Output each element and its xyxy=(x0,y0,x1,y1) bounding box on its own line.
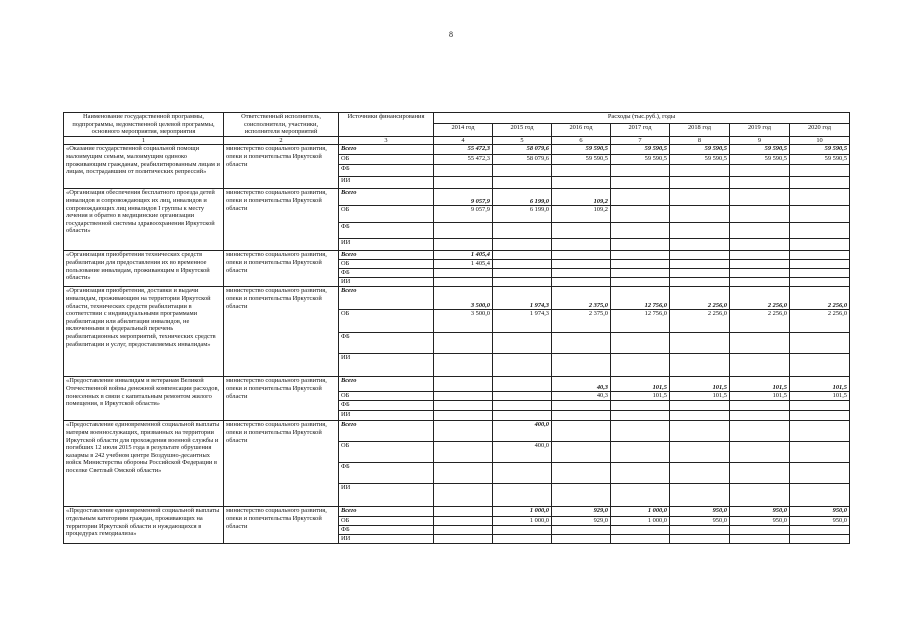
amount-cell: 58 079,6 xyxy=(493,155,552,165)
amount-cell: 2 256,0 xyxy=(730,287,790,310)
amount-cell xyxy=(670,260,730,269)
amount-cell xyxy=(611,411,670,421)
header-year: 2014 год xyxy=(434,123,493,136)
amount-cell xyxy=(552,484,611,507)
amount-cell: 2 256,0 xyxy=(730,310,790,333)
amount-cell: 1 000,0 xyxy=(493,517,552,526)
amount-cell xyxy=(434,484,493,507)
amount-cell xyxy=(730,278,790,287)
measure-name: «Предоставление единовременной социальной выплаты матерям военнослужащих, призванных на территории Иркутской области для прохождения военной службы и погибших 12 июля 2015 года в результате обрушения казармы в 242 учебном центре Воздушно-десантных войск Министерства обороны Российской Федерации в поселке Светлый Омской области» xyxy=(64,421,224,507)
amount-cell xyxy=(434,463,493,484)
amount-cell xyxy=(730,421,790,442)
funding-source: ОБ xyxy=(339,155,434,165)
amount-cell xyxy=(670,535,730,544)
amount-cell xyxy=(611,421,670,442)
funding-source: ФБ xyxy=(339,526,434,535)
amount-cell: 2 375,0 xyxy=(552,287,611,310)
funding-source: ИИ xyxy=(339,278,434,287)
amount-cell xyxy=(670,165,730,177)
measure-name: «Оказание государственной социальной помощи малоимущим семьям, малоимущим одиноко проживающим гражданам, реабилитированным лицам и лицам, пострадавшим от политических репрессий» xyxy=(64,145,224,189)
funding-source: ИИ xyxy=(339,354,434,377)
amount-cell xyxy=(670,442,730,463)
amount-cell xyxy=(670,251,730,260)
amount-cell: 101,5 xyxy=(611,377,670,392)
header-year: 2015 год xyxy=(493,123,552,136)
amount-cell: 3 500,0 xyxy=(434,310,493,333)
amount-cell: 2 256,0 xyxy=(670,287,730,310)
amount-cell xyxy=(730,177,790,189)
amount-cell xyxy=(730,535,790,544)
measure-name: «Предоставление единовременной социальной выплаты отдельным категориям граждан, проживающих на территории Иркутской области и нуждающихся в процедурах гемодиализа» xyxy=(64,507,224,544)
amount-cell xyxy=(611,260,670,269)
amount-cell xyxy=(730,260,790,269)
amount-cell xyxy=(493,269,552,278)
amount-cell: 59 590,5 xyxy=(611,145,670,155)
amount-cell: 950,0 xyxy=(670,507,730,517)
funding-source: ИИ xyxy=(339,411,434,421)
amount-cell xyxy=(730,484,790,507)
amount-cell xyxy=(670,463,730,484)
measure-name: «Организация приобретения, доставки и выдачи инвалидам, проживающим на территории Иркутской области, технических средств реабилитации в соответствии с индивидуальными программами реабилитации или абилитации инвалидов, не включенными в федеральный перечень реабилитационных мероприятий, технических средств реабилитации и услуг, предоставляемых инвалидам» xyxy=(64,287,224,377)
amount-cell: 9 057,9 xyxy=(434,206,493,223)
amount-cell: 1 000,0 xyxy=(611,517,670,526)
amount-cell xyxy=(790,442,850,463)
amount-cell xyxy=(790,526,850,535)
amount-cell: 101,5 xyxy=(670,392,730,401)
header-year: 2018 год xyxy=(670,123,730,136)
amount-cell xyxy=(730,442,790,463)
measure-row xyxy=(64,287,850,310)
amount-cell xyxy=(493,223,552,239)
amount-cell xyxy=(730,526,790,535)
amount-cell xyxy=(434,517,493,526)
measure-row xyxy=(64,421,850,442)
amount-cell: 950,0 xyxy=(790,517,850,526)
amount-cell xyxy=(730,463,790,484)
header-name: Наименование государственной программы, подпрограммы, ведомственной целевой программы, основного мероприятия, мероприятия xyxy=(64,113,224,137)
measure-row xyxy=(64,377,850,392)
funding-source: ОБ xyxy=(339,206,434,223)
amount-cell xyxy=(552,463,611,484)
amount-cell: 2 256,0 xyxy=(670,310,730,333)
amount-cell xyxy=(790,421,850,442)
amount-cell xyxy=(493,535,552,544)
amount-cell xyxy=(611,165,670,177)
amount-cell xyxy=(434,278,493,287)
amount-cell xyxy=(434,421,493,442)
amount-cell: 101,5 xyxy=(611,392,670,401)
funding-source: ИИ xyxy=(339,484,434,507)
funding-source: Всего xyxy=(339,189,434,206)
amount-cell xyxy=(611,206,670,223)
amount-cell xyxy=(493,411,552,421)
amount-cell xyxy=(730,251,790,260)
amount-cell: 40,3 xyxy=(552,392,611,401)
amount-cell xyxy=(611,278,670,287)
amount-cell: 1 974,3 xyxy=(493,287,552,310)
amount-cell xyxy=(552,223,611,239)
measure-name: «Предоставление инвалидам и ветеранам Великой Отечественной войны денежной компенсации расходов, понесенных в связи с капитальным ремонтом жилого помещения, в Иркутской области» xyxy=(64,377,224,421)
column-number: 7 xyxy=(611,136,670,145)
amount-cell xyxy=(434,442,493,463)
amount-cell xyxy=(552,239,611,251)
measure-row xyxy=(64,145,850,155)
funding-source: Всего xyxy=(339,287,434,310)
amount-cell xyxy=(790,401,850,411)
amount-cell xyxy=(611,189,670,206)
amount-cell xyxy=(730,333,790,354)
measure-executor: министерство социального развития, опеки и попечительства Иркутской области xyxy=(224,251,339,287)
budget-table xyxy=(63,112,850,544)
amount-cell xyxy=(730,206,790,223)
amount-cell xyxy=(611,269,670,278)
column-number: 4 xyxy=(434,136,493,145)
amount-cell xyxy=(790,354,850,377)
amount-cell xyxy=(790,223,850,239)
amount-cell xyxy=(730,239,790,251)
amount-cell xyxy=(790,260,850,269)
amount-cell xyxy=(434,507,493,517)
measure-row xyxy=(64,251,850,260)
amount-cell: 2 375,0 xyxy=(552,310,611,333)
amount-cell xyxy=(670,206,730,223)
amount-cell xyxy=(670,484,730,507)
column-number: 6 xyxy=(552,136,611,145)
amount-cell: 59 590,5 xyxy=(552,155,611,165)
amount-cell: 400,0 xyxy=(493,442,552,463)
amount-cell xyxy=(552,411,611,421)
amount-cell xyxy=(670,421,730,442)
amount-cell xyxy=(493,333,552,354)
header-year: 2019 год xyxy=(730,123,790,136)
amount-cell xyxy=(552,333,611,354)
amount-cell xyxy=(552,278,611,287)
amount-cell xyxy=(552,269,611,278)
funding-source: ФБ xyxy=(339,333,434,354)
funding-source: ФБ xyxy=(339,223,434,239)
amount-cell: 59 590,5 xyxy=(730,155,790,165)
amount-cell: 3 500,0 xyxy=(434,287,493,310)
amount-cell xyxy=(552,165,611,177)
amount-cell xyxy=(493,401,552,411)
funding-source: ИИ xyxy=(339,177,434,189)
header-year: 2016 год xyxy=(552,123,611,136)
amount-cell xyxy=(434,401,493,411)
amount-cell xyxy=(493,278,552,287)
amount-cell xyxy=(790,189,850,206)
funding-source: Всего xyxy=(339,251,434,260)
funding-source: Всего xyxy=(339,421,434,442)
amount-cell: 1 000,0 xyxy=(611,507,670,517)
header-sources: Источники финансирования xyxy=(339,113,434,137)
funding-source: Всего xyxy=(339,145,434,155)
amount-cell: 59 590,5 xyxy=(790,145,850,155)
amount-cell: 12 756,0 xyxy=(611,310,670,333)
measure-executor: министерство социального развития, опеки и попечительства Иркутской области xyxy=(224,377,339,421)
amount-cell xyxy=(790,535,850,544)
amount-cell xyxy=(493,354,552,377)
amount-cell xyxy=(730,401,790,411)
column-number: 1 xyxy=(64,136,224,145)
funding-source: ОБ xyxy=(339,310,434,333)
amount-cell xyxy=(670,401,730,411)
measure-executor: министерство социального развития, опеки и попечительства Иркутской области xyxy=(224,421,339,507)
header-expenses: Расходы (тыс.руб.), годы xyxy=(434,113,850,124)
funding-source: ОБ xyxy=(339,517,434,526)
page-number: 8 xyxy=(449,30,453,39)
amount-cell: 101,5 xyxy=(670,377,730,392)
amount-cell xyxy=(552,260,611,269)
measure-executor: министерство социального развития, опеки и попечительства Иркутской области xyxy=(224,507,339,544)
amount-cell xyxy=(434,377,493,392)
funding-source: ИИ xyxy=(339,239,434,251)
amount-cell xyxy=(730,411,790,421)
funding-source: ИИ xyxy=(339,535,434,544)
amount-cell: 929,0 xyxy=(552,507,611,517)
amount-cell: 2 256,0 xyxy=(790,287,850,310)
amount-cell xyxy=(670,239,730,251)
funding-source: Всего xyxy=(339,507,434,517)
amount-cell: 2 256,0 xyxy=(790,310,850,333)
amount-cell: 6 199,0 xyxy=(493,189,552,206)
amount-cell xyxy=(790,251,850,260)
amount-cell: 59 590,5 xyxy=(670,155,730,165)
amount-cell xyxy=(552,401,611,411)
amount-cell: 950,0 xyxy=(730,517,790,526)
amount-cell xyxy=(611,177,670,189)
measure-row xyxy=(64,189,850,206)
header-year: 2020 год xyxy=(790,123,850,136)
amount-cell xyxy=(730,269,790,278)
amount-cell: 101,5 xyxy=(790,377,850,392)
amount-cell: 1 405,4 xyxy=(434,251,493,260)
funding-source: ФБ xyxy=(339,269,434,278)
amount-cell xyxy=(611,442,670,463)
amount-cell xyxy=(434,392,493,401)
amount-cell xyxy=(611,333,670,354)
header-year: 2017 год xyxy=(611,123,670,136)
amount-cell: 1 000,0 xyxy=(493,507,552,517)
measure-name: «Организация обеспечения бесплатного проезда детей инвалидов и сопровождающих их лиц, инвалидов и сопровождающих лиц инвалидов I группы к месту лечения и обратно в медицинские организации государственной системы здравоохранения Иркутской области» xyxy=(64,189,224,251)
amount-cell xyxy=(611,223,670,239)
amount-cell xyxy=(730,165,790,177)
amount-cell: 1 405,4 xyxy=(434,260,493,269)
amount-cell: 101,5 xyxy=(790,392,850,401)
amount-cell: 12 756,0 xyxy=(611,287,670,310)
amount-cell xyxy=(790,411,850,421)
amount-cell xyxy=(493,463,552,484)
amount-cell xyxy=(434,165,493,177)
amount-cell xyxy=(552,421,611,442)
amount-cell xyxy=(790,269,850,278)
amount-cell xyxy=(493,251,552,260)
amount-cell xyxy=(434,223,493,239)
amount-cell xyxy=(730,223,790,239)
amount-cell: 101,5 xyxy=(730,392,790,401)
column-number: 10 xyxy=(790,136,850,145)
funding-source: Всего xyxy=(339,377,434,392)
amount-cell xyxy=(790,333,850,354)
amount-cell xyxy=(611,251,670,260)
amount-cell: 109,2 xyxy=(552,206,611,223)
column-number: 8 xyxy=(670,136,730,145)
amount-cell xyxy=(790,484,850,507)
column-number: 5 xyxy=(493,136,552,145)
amount-cell xyxy=(552,526,611,535)
amount-cell xyxy=(670,223,730,239)
amount-cell xyxy=(670,333,730,354)
amount-cell xyxy=(790,165,850,177)
amount-cell xyxy=(611,484,670,507)
amount-cell xyxy=(611,239,670,251)
amount-cell xyxy=(611,526,670,535)
column-number: 2 xyxy=(224,136,339,145)
amount-cell xyxy=(493,177,552,189)
amount-cell: 59 590,5 xyxy=(552,145,611,155)
header-executor: Ответственный исполнитель, соисполнители, участники, исполнители мероприятий xyxy=(224,113,339,137)
amount-cell: 400,0 xyxy=(493,421,552,442)
measure-executor: министерство социального развития, опеки и попечительства Иркутской области xyxy=(224,189,339,251)
amount-cell: 101,5 xyxy=(730,377,790,392)
amount-cell: 9 057,9 xyxy=(434,189,493,206)
amount-cell xyxy=(434,535,493,544)
measure-executor: министерство социального развития, опеки и попечительства Иркутской области xyxy=(224,287,339,377)
funding-source: ФБ xyxy=(339,463,434,484)
amount-cell xyxy=(670,526,730,535)
amount-cell: 1 974,3 xyxy=(493,310,552,333)
amount-cell xyxy=(790,463,850,484)
amount-cell xyxy=(552,535,611,544)
funding-source: ОБ xyxy=(339,392,434,401)
amount-cell xyxy=(670,354,730,377)
amount-cell xyxy=(434,411,493,421)
funding-source: ОБ xyxy=(339,442,434,463)
amount-cell xyxy=(493,484,552,507)
amount-cell xyxy=(670,269,730,278)
amount-cell: 950,0 xyxy=(790,507,850,517)
amount-cell xyxy=(611,463,670,484)
amount-cell: 6 199,0 xyxy=(493,206,552,223)
measure-name: «Организация приобретения технических средств реабилитации для предоставления их во временное пользование инвалидам, проживающим в Иркутской области» xyxy=(64,251,224,287)
measures-body xyxy=(64,145,850,544)
measure-executor: министерство социального развития, опеки и попечительства Иркутской области xyxy=(224,145,339,189)
amount-cell: 109,2 xyxy=(552,189,611,206)
amount-cell xyxy=(552,177,611,189)
amount-cell xyxy=(730,189,790,206)
amount-cell xyxy=(790,278,850,287)
amount-cell xyxy=(493,165,552,177)
amount-cell xyxy=(611,354,670,377)
amount-cell xyxy=(670,278,730,287)
amount-cell xyxy=(790,206,850,223)
amount-cell xyxy=(730,354,790,377)
amount-cell xyxy=(552,442,611,463)
amount-cell xyxy=(611,401,670,411)
amount-cell xyxy=(552,354,611,377)
amount-cell: 59 590,5 xyxy=(730,145,790,155)
amount-cell xyxy=(611,535,670,544)
amount-cell: 950,0 xyxy=(730,507,790,517)
column-number: 3 xyxy=(339,136,434,145)
header-row-top xyxy=(64,113,850,124)
amount-cell xyxy=(670,177,730,189)
amount-cell xyxy=(493,392,552,401)
amount-cell xyxy=(434,354,493,377)
amount-cell xyxy=(552,251,611,260)
amount-cell: 950,0 xyxy=(670,517,730,526)
amount-cell xyxy=(434,269,493,278)
amount-cell: 55 472,3 xyxy=(434,145,493,155)
funding-source: ФБ xyxy=(339,165,434,177)
amount-cell: 929,0 xyxy=(552,517,611,526)
amount-cell xyxy=(434,333,493,354)
amount-cell: 59 590,5 xyxy=(790,155,850,165)
amount-cell: 59 590,5 xyxy=(611,155,670,165)
amount-cell xyxy=(493,260,552,269)
amount-cell xyxy=(434,526,493,535)
amount-cell xyxy=(434,239,493,251)
column-number: 9 xyxy=(730,136,790,145)
amount-cell: 58 079,6 xyxy=(493,145,552,155)
amount-cell: 55 472,3 xyxy=(434,155,493,165)
amount-cell xyxy=(790,239,850,251)
amount-cell xyxy=(493,239,552,251)
amount-cell xyxy=(670,189,730,206)
amount-cell xyxy=(790,177,850,189)
column-number-row xyxy=(64,136,850,145)
funding-source: ОБ xyxy=(339,260,434,269)
amount-cell xyxy=(434,177,493,189)
amount-cell xyxy=(493,526,552,535)
measure-row xyxy=(64,507,850,517)
funding-source: ФБ xyxy=(339,401,434,411)
amount-cell xyxy=(670,411,730,421)
amount-cell: 40,3 xyxy=(552,377,611,392)
amount-cell: 59 590,5 xyxy=(670,145,730,155)
amount-cell xyxy=(493,377,552,392)
